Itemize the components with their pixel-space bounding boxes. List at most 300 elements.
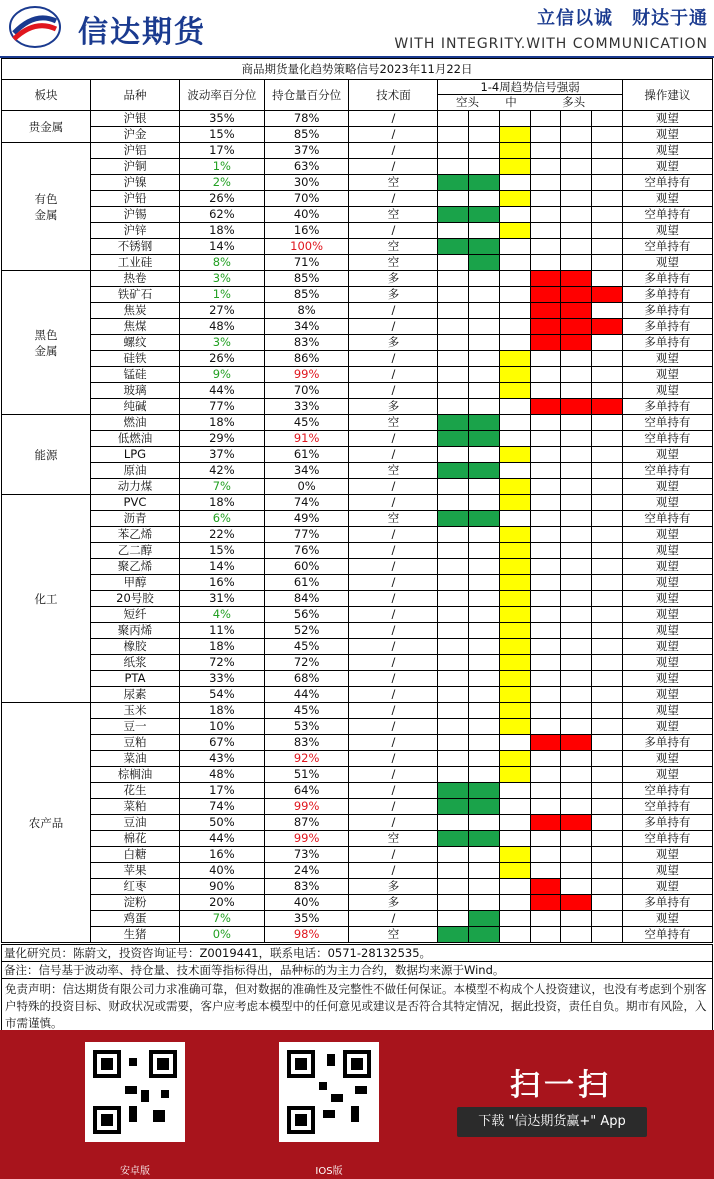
signal-cell	[438, 607, 469, 623]
advice: 观望	[622, 703, 712, 719]
signal-cell	[499, 895, 530, 911]
signal-cell	[592, 159, 623, 175]
signal-cell	[592, 319, 623, 335]
signal-cell	[499, 687, 530, 703]
table-row	[2, 463, 713, 479]
oi-percentile: 78%	[264, 111, 349, 127]
table-row	[2, 799, 713, 815]
vol-percentile: 31%	[179, 591, 264, 607]
signal-cell	[499, 719, 530, 735]
product-name: PTA	[90, 671, 179, 687]
technical-signal: /	[349, 767, 438, 783]
signal-cell	[592, 527, 623, 543]
signal-cell	[469, 623, 500, 639]
technical-signal: /	[349, 671, 438, 687]
signal-cell	[530, 351, 561, 367]
vol-percentile: 1%	[179, 159, 264, 175]
signal-cell	[499, 319, 530, 335]
signal-cell	[469, 495, 500, 511]
android-label: 安卓版	[120, 1166, 150, 1177]
signal-cell	[499, 223, 530, 239]
product-name: 苯乙烯	[90, 527, 179, 543]
product-name: 铁矿石	[90, 287, 179, 303]
oi-percentile: 70%	[264, 383, 349, 399]
signal-cell	[499, 175, 530, 191]
product-name: 生猪	[90, 927, 179, 943]
technical-signal: /	[349, 623, 438, 639]
product-name: 短纤	[90, 607, 179, 623]
signal-cell	[530, 239, 561, 255]
signal-cell	[469, 415, 500, 431]
vol-percentile: 17%	[179, 143, 264, 159]
signal-cell	[530, 783, 561, 799]
signal-cell	[499, 431, 530, 447]
signal-cell	[592, 415, 623, 431]
signal-cell	[530, 671, 561, 687]
technical-signal: 空	[349, 927, 438, 943]
vol-percentile: 14%	[179, 559, 264, 575]
signal-cell	[469, 319, 500, 335]
table-row	[2, 399, 713, 415]
signal-cell	[592, 767, 623, 783]
advice: 多单持有	[622, 271, 712, 287]
signal-cell	[438, 383, 469, 399]
advice: 观望	[622, 351, 712, 367]
slogan: 立信以诚 财达于通	[537, 8, 708, 29]
technical-signal: 空	[349, 831, 438, 847]
signal-cell	[469, 831, 500, 847]
signal-cell	[499, 239, 530, 255]
product-name: 纸浆	[90, 655, 179, 671]
table-row	[2, 287, 713, 303]
signal-cell	[530, 479, 561, 495]
signal-cell	[592, 799, 623, 815]
vol-percentile: 18%	[179, 703, 264, 719]
signal-cell	[499, 415, 530, 431]
table-row	[2, 303, 713, 319]
vol-percentile: 3%	[179, 335, 264, 351]
signal-cell	[438, 431, 469, 447]
vol-percentile: 67%	[179, 735, 264, 751]
signal-cell	[499, 751, 530, 767]
oi-percentile: 0%	[264, 479, 349, 495]
table-row	[2, 175, 713, 191]
product-name: 20号胶	[90, 591, 179, 607]
signal-cell	[499, 639, 530, 655]
advice: 空单持有	[622, 431, 712, 447]
signal-cell	[469, 511, 500, 527]
technical-signal: /	[349, 591, 438, 607]
technical-signal: /	[349, 159, 438, 175]
advice: 观望	[622, 607, 712, 623]
technical-signal: 空	[349, 511, 438, 527]
oi-percentile: 53%	[264, 719, 349, 735]
signal-cell	[438, 479, 469, 495]
signal-cell	[561, 751, 592, 767]
signal-cell	[499, 367, 530, 383]
signal-cell	[530, 687, 561, 703]
signal-cell	[592, 687, 623, 703]
technical-signal: 空	[349, 463, 438, 479]
table-row	[2, 783, 713, 799]
signal-cell	[592, 831, 623, 847]
product-name: 沪铜	[90, 159, 179, 175]
technical-signal: /	[349, 351, 438, 367]
vol-percentile: 42%	[179, 463, 264, 479]
signal-cell	[438, 895, 469, 911]
product-name: 纯碱	[90, 399, 179, 415]
vol-percentile: 26%	[179, 191, 264, 207]
table-row	[2, 367, 713, 383]
table-row	[2, 447, 713, 463]
signal-cell	[592, 207, 623, 223]
table-row	[2, 127, 713, 143]
vol-percentile: 40%	[179, 863, 264, 879]
product-name: 锰硅	[90, 367, 179, 383]
oi-percentile: 68%	[264, 671, 349, 687]
signal-cell	[561, 159, 592, 175]
signal-cell	[530, 383, 561, 399]
product-name: 玉米	[90, 703, 179, 719]
product-name: 工业硅	[90, 255, 179, 271]
vol-percentile: 9%	[179, 367, 264, 383]
signal-cell	[561, 575, 592, 591]
signal-cell	[499, 495, 530, 511]
advice: 观望	[622, 127, 712, 143]
signal-cell	[561, 831, 592, 847]
product-name: 聚乙烯	[90, 559, 179, 575]
signal-cell	[530, 127, 561, 143]
note-line: 备注：信号基于波动率、持仓量、技术面等指标得出，品种标的为主力合约，数据均来源于Wind。	[2, 962, 712, 979]
signal-cell	[438, 559, 469, 575]
signal-cell	[469, 799, 500, 815]
signal-cell	[469, 575, 500, 591]
technical-signal: /	[349, 911, 438, 927]
signal-cell	[561, 687, 592, 703]
signal-cell	[530, 655, 561, 671]
analyst-line: 量化研究员：陈蔚文，投资咨询证号：Z0019441，联系电话：0571-28132535。	[2, 945, 712, 962]
technical-signal: /	[349, 303, 438, 319]
signal-cell	[530, 591, 561, 607]
product-name: 棉花	[90, 831, 179, 847]
signal-cell	[561, 879, 592, 895]
signal-cell	[561, 559, 592, 575]
signal-cell	[499, 527, 530, 543]
signal-cell	[561, 847, 592, 863]
signal-cell	[530, 527, 561, 543]
signal-cell	[499, 479, 530, 495]
technical-signal: /	[349, 431, 438, 447]
technical-signal: /	[349, 735, 438, 751]
oi-percentile: 100%	[264, 239, 349, 255]
product-name: 橡胶	[90, 639, 179, 655]
vol-percentile: 6%	[179, 511, 264, 527]
oi-percentile: 85%	[264, 127, 349, 143]
signal-cell	[561, 127, 592, 143]
product-name: 动力煤	[90, 479, 179, 495]
table-row	[2, 911, 713, 927]
signal-cell	[499, 191, 530, 207]
signal-cell	[592, 751, 623, 767]
advice: 观望	[622, 719, 712, 735]
table-row	[2, 575, 713, 591]
signal-cell	[592, 495, 623, 511]
advice: 观望	[622, 767, 712, 783]
signal-cell	[469, 607, 500, 623]
signal-cell	[561, 479, 592, 495]
advice: 空单持有	[622, 415, 712, 431]
signal-cell	[530, 735, 561, 751]
table-row	[2, 159, 713, 175]
product-name: 沪金	[90, 127, 179, 143]
signal-cell	[592, 879, 623, 895]
product-name: 沪铅	[90, 191, 179, 207]
signal-cell	[530, 319, 561, 335]
signal-cell	[530, 767, 561, 783]
advice: 观望	[622, 255, 712, 271]
signal-cell	[530, 255, 561, 271]
table-row	[2, 895, 713, 911]
advice: 观望	[622, 751, 712, 767]
signal-cell	[499, 767, 530, 783]
table-row	[2, 879, 713, 895]
technical-signal: /	[349, 799, 438, 815]
advice: 多单持有	[622, 287, 712, 303]
signal-cell	[530, 495, 561, 511]
table-row	[2, 111, 713, 127]
signal-cell	[561, 143, 592, 159]
signal-cell	[530, 175, 561, 191]
signal-cell	[499, 559, 530, 575]
signal-cell	[592, 895, 623, 911]
signal-cell	[592, 703, 623, 719]
signal-cell	[469, 463, 500, 479]
technical-signal: /	[349, 191, 438, 207]
signal-cell	[469, 255, 500, 271]
technical-signal: /	[349, 719, 438, 735]
col-advice: 操作建议	[622, 80, 712, 111]
signal-cell	[499, 655, 530, 671]
product-name: 棕榈油	[90, 767, 179, 783]
table-row	[2, 831, 713, 847]
signal-cell	[530, 415, 561, 431]
technical-signal: /	[349, 223, 438, 239]
signal-cell	[438, 495, 469, 511]
signal-cell	[561, 799, 592, 815]
signal-cell	[530, 607, 561, 623]
table-row	[2, 207, 713, 223]
product-name: 菜油	[90, 751, 179, 767]
vol-percentile: 35%	[179, 111, 264, 127]
oi-percentile: 83%	[264, 335, 349, 351]
vol-percentile: 16%	[179, 847, 264, 863]
signal-cell	[499, 879, 530, 895]
vol-percentile: 0%	[179, 927, 264, 943]
signal-cell	[561, 191, 592, 207]
vol-percentile: 50%	[179, 815, 264, 831]
vol-percentile: 4%	[179, 607, 264, 623]
vol-percentile: 27%	[179, 303, 264, 319]
signal-cell	[592, 575, 623, 591]
oi-percentile: 87%	[264, 815, 349, 831]
vol-percentile: 1%	[179, 287, 264, 303]
table-row	[2, 655, 713, 671]
signal-cell	[592, 847, 623, 863]
signal-cell	[438, 687, 469, 703]
technical-signal: /	[349, 863, 438, 879]
oi-percentile: 52%	[264, 623, 349, 639]
signal-cell	[438, 543, 469, 559]
signal-cell	[438, 799, 469, 815]
table-row	[2, 687, 713, 703]
product-name: 沪银	[90, 111, 179, 127]
oi-percentile: 91%	[264, 431, 349, 447]
signal-cell	[438, 879, 469, 895]
vol-percentile: 2%	[179, 175, 264, 191]
signal-cell	[499, 143, 530, 159]
signal-cell	[469, 719, 500, 735]
advice: 观望	[622, 671, 712, 687]
signal-cell	[499, 863, 530, 879]
footer	[1, 944, 713, 1035]
signal-cell	[438, 735, 469, 751]
technical-signal: 空	[349, 239, 438, 255]
signal-cell	[438, 511, 469, 527]
oi-percentile: 83%	[264, 735, 349, 751]
download-app-button[interactable]: 下载 "信达期货赢+" App	[457, 1107, 647, 1137]
signal-cell	[438, 255, 469, 271]
signal-cell	[530, 447, 561, 463]
ios-qr-code[interactable]	[279, 1042, 379, 1142]
signal-cell	[592, 287, 623, 303]
android-qr-code[interactable]	[85, 1042, 185, 1142]
product-name: 沪镍	[90, 175, 179, 191]
advice: 多单持有	[622, 735, 712, 751]
technical-signal: /	[349, 527, 438, 543]
ios-label: IOS版	[315, 1166, 343, 1177]
signal-cell	[499, 831, 530, 847]
signal-cell	[530, 511, 561, 527]
advice: 空单持有	[622, 239, 712, 255]
technical-signal: /	[349, 639, 438, 655]
signal-cell	[561, 223, 592, 239]
table-row	[2, 319, 713, 335]
signal-cell	[530, 543, 561, 559]
advice: 观望	[622, 111, 712, 127]
advice: 观望	[622, 639, 712, 655]
product-name: 豆一	[90, 719, 179, 735]
signal-cell	[499, 575, 530, 591]
signal-cell	[530, 335, 561, 351]
advice: 观望	[622, 591, 712, 607]
signal-cell	[561, 207, 592, 223]
advice: 观望	[622, 479, 712, 495]
signal-cell	[469, 383, 500, 399]
signal-cell	[561, 511, 592, 527]
signal-cell	[438, 623, 469, 639]
oi-percentile: 45%	[264, 415, 349, 431]
oi-percentile: 77%	[264, 527, 349, 543]
signal-cell	[469, 447, 500, 463]
signal-cell	[469, 783, 500, 799]
vol-percentile: 54%	[179, 687, 264, 703]
signal-cell	[530, 623, 561, 639]
signal-cell	[530, 287, 561, 303]
signal-cell	[530, 207, 561, 223]
table-row	[2, 767, 713, 783]
product-name: 甲醇	[90, 575, 179, 591]
signal-cell	[499, 671, 530, 687]
signal-cell	[530, 927, 561, 943]
product-name: 沪锌	[90, 223, 179, 239]
signal-cell	[499, 351, 530, 367]
oi-percentile: 98%	[264, 927, 349, 943]
technical-signal: 多	[349, 287, 438, 303]
table-row	[2, 527, 713, 543]
signal-cell	[530, 159, 561, 175]
sector-name: 有色 金属	[2, 143, 91, 271]
disclaimer: 免责声明：信达期货有限公司力求准确可靠，但对数据的准确性及完整性不做任何保证。本模型不构成个人投资建议，也没有考虑到个别客户特殊的投资目标、财政状况或需要，客户应考虑本模型中的任何意见或建议是否符合其特定情况，据此投资，责任自负。期市有风险，入市需谨慎。	[5, 982, 707, 1030]
vol-percentile: 18%	[179, 415, 264, 431]
product-name: 沥青	[90, 511, 179, 527]
signal-cell	[438, 671, 469, 687]
signal-cell	[469, 767, 500, 783]
signal-cell	[438, 847, 469, 863]
signal-cell	[499, 447, 530, 463]
signal-cell	[499, 111, 530, 127]
signal-cell	[469, 895, 500, 911]
advice: 观望	[622, 543, 712, 559]
table-row	[2, 271, 713, 287]
signal-cell	[438, 303, 469, 319]
vol-percentile: 26%	[179, 351, 264, 367]
signal-cell	[469, 479, 500, 495]
vol-percentile: 48%	[179, 319, 264, 335]
signal-cell	[561, 495, 592, 511]
oi-percentile: 61%	[264, 447, 349, 463]
signal-cell	[530, 703, 561, 719]
signal-cell	[530, 895, 561, 911]
signal-cell	[438, 911, 469, 927]
signal-cell	[561, 463, 592, 479]
advice: 多单持有	[622, 399, 712, 415]
signal-cell	[530, 879, 561, 895]
product-name: 玻璃	[90, 383, 179, 399]
signal-cell	[469, 863, 500, 879]
advice: 空单持有	[622, 511, 712, 527]
slogan-en: WITH INTEGRITY.WITH COMMUNICATION	[394, 36, 708, 52]
signal-cell	[469, 351, 500, 367]
advice: 观望	[622, 159, 712, 175]
signal-cell	[469, 847, 500, 863]
signal-cell	[469, 175, 500, 191]
product-name: 乙二醇	[90, 543, 179, 559]
signal-cell	[438, 575, 469, 591]
signal-cell	[469, 559, 500, 575]
signal-cell	[438, 223, 469, 239]
vol-percentile: 29%	[179, 431, 264, 447]
signal-long-label: 多头	[562, 95, 586, 109]
vol-percentile: 74%	[179, 799, 264, 815]
oi-percentile: 99%	[264, 367, 349, 383]
xinda-logo-icon	[8, 5, 62, 49]
signal-cell	[592, 671, 623, 687]
technical-signal: 空	[349, 255, 438, 271]
technical-signal: /	[349, 495, 438, 511]
signal-cell	[592, 271, 623, 287]
product-name: LPG	[90, 447, 179, 463]
signal-cell	[561, 351, 592, 367]
